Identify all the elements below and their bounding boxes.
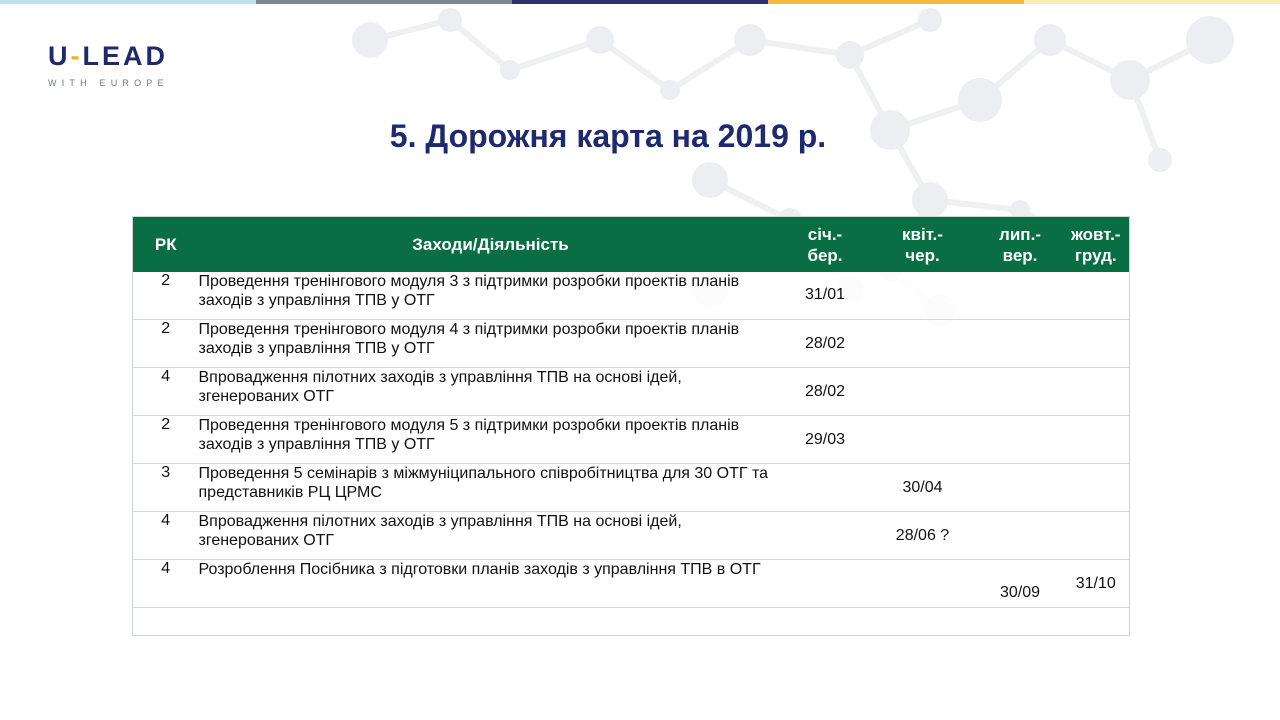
table-row <box>133 560 1130 608</box>
q3-date <box>978 464 1063 479</box>
logo-tagline: WITH EUROPE <box>48 78 169 88</box>
rk-cell: 3 <box>133 464 199 512</box>
q1-cell <box>783 512 868 560</box>
empty-cell <box>783 608 868 636</box>
q1-date <box>783 560 868 575</box>
empty-cell <box>978 608 1063 636</box>
q4-cell <box>1063 416 1130 464</box>
rk-cell: 4 <box>133 512 199 560</box>
q2-date <box>868 416 978 431</box>
q4-date <box>1063 464 1130 479</box>
table-header-row <box>133 217 1130 273</box>
q1-cell <box>783 416 868 464</box>
table-row <box>133 512 1130 560</box>
q2-cell <box>868 272 978 320</box>
table-row <box>133 272 1130 320</box>
q1-cell <box>783 464 868 512</box>
activity-cell: Проведення 5 семінарів з міжмуніципального співробітництва для 30 ОТГ та представників РЦ ЦРМС <box>199 464 783 512</box>
q4-date <box>1063 416 1130 431</box>
q2-date: 30/04 <box>902 479 943 496</box>
rk-cell: 2 <box>133 272 199 320</box>
q3-date <box>978 320 1063 335</box>
q2-cell <box>868 464 978 512</box>
q1-cell <box>783 272 868 320</box>
q4-date: 31/10 <box>1075 575 1116 592</box>
q4-cell <box>1063 560 1130 608</box>
q4-cell <box>1063 272 1130 320</box>
q1-cell <box>783 320 868 368</box>
q2-date <box>868 368 978 383</box>
q4-cell <box>1063 464 1130 512</box>
q1-cell <box>783 560 868 608</box>
q2-date: 28/06 ? <box>895 527 950 544</box>
logo-letter-u: U <box>48 41 71 71</box>
q1-date: 31/01 <box>804 286 846 303</box>
header-q3: лип.- вер. <box>978 217 1063 273</box>
q2-cell <box>868 512 978 560</box>
activity-cell: Проведення тренінгового модуля 5 з підтримки розробки проектів планів заходів з управління ТПВ у ОТГ <box>199 416 783 464</box>
empty-cell <box>868 608 978 636</box>
q4-date <box>1063 368 1130 383</box>
q2-cell <box>868 320 978 368</box>
q4-cell <box>1063 320 1130 368</box>
q3-cell <box>978 512 1063 560</box>
activity-cell: Впровадження пілотних заходів з управління ТПВ на основі ідей, згенерованих ОТГ <box>199 368 783 416</box>
q3-date <box>978 272 1063 287</box>
u-lead-logo <box>48 42 169 88</box>
slide-title: 5. Дорожня карта на 2019 р. <box>389 118 827 154</box>
q2-cell <box>868 416 978 464</box>
rk-cell: 4 <box>133 560 199 608</box>
table-row <box>133 320 1130 368</box>
q4-cell <box>1063 512 1130 560</box>
q4-date <box>1063 320 1130 335</box>
header-rk: РК <box>133 217 199 273</box>
empty-row <box>133 608 1130 636</box>
table-row <box>133 368 1130 416</box>
q4-cell <box>1063 368 1130 416</box>
q3-cell <box>978 416 1063 464</box>
q3-date <box>978 368 1063 383</box>
table-row <box>133 416 1130 464</box>
q1-date: 28/02 <box>804 383 846 400</box>
q3-date <box>978 512 1063 527</box>
q2-date <box>868 560 978 575</box>
q3-date <box>978 416 1063 431</box>
activity-cell: Проведення тренінгового модуля 3 з підтримки розробки проектів планів заходів з управління ТПВ у ОТГ <box>199 272 783 320</box>
q3-cell <box>978 320 1063 368</box>
top-bar-segment-1 <box>0 0 256 4</box>
q2-date <box>868 320 978 335</box>
q1-date: 29/03 <box>804 431 846 448</box>
rk-cell: 2 <box>133 320 199 368</box>
q2-date <box>868 272 978 287</box>
activity-cell: Впровадження пілотних заходів з управління ТПВ на основі ідей, згенерованих ОТГ <box>199 512 783 560</box>
q2-cell <box>868 368 978 416</box>
empty-cell <box>133 608 199 636</box>
rk-cell: 2 <box>133 416 199 464</box>
q4-date <box>1063 512 1130 527</box>
q3-cell <box>978 272 1063 320</box>
header-q4: жовт.- груд. <box>1063 217 1130 273</box>
q3-cell <box>978 560 1063 608</box>
q3-cell <box>978 368 1063 416</box>
table-row <box>133 464 1130 512</box>
activity-cell: Розроблення Посібника з підготовки планів заходів з управління ТПВ в ОТГ <box>199 560 783 608</box>
header-activity: Заходи/Діяльність <box>199 217 783 273</box>
q2-cell <box>868 560 978 608</box>
logo-wordmark <box>48 42 169 70</box>
q1-cell <box>783 368 868 416</box>
rk-cell: 4 <box>133 368 199 416</box>
q1-date <box>783 512 868 527</box>
q4-date <box>1063 272 1130 287</box>
q3-cell <box>978 464 1063 512</box>
logo-word-lead: LEAD <box>82 41 168 71</box>
header-q1: січ.- бер. <box>783 217 868 273</box>
roadmap-table <box>132 216 1130 636</box>
q1-date <box>783 464 868 479</box>
activity-cell: Проведення тренінгового модуля 4 з підтримки розробки проектів планів заходів з управління ТПВ у ОТГ <box>199 320 783 368</box>
empty-cell <box>199 608 783 636</box>
logo-dash: - <box>70 41 83 71</box>
empty-cell <box>1063 608 1130 636</box>
q1-date: 28/02 <box>804 335 846 352</box>
q3-date: 30/09 <box>999 584 1041 601</box>
header-q2: квіт.- чер. <box>868 217 978 273</box>
